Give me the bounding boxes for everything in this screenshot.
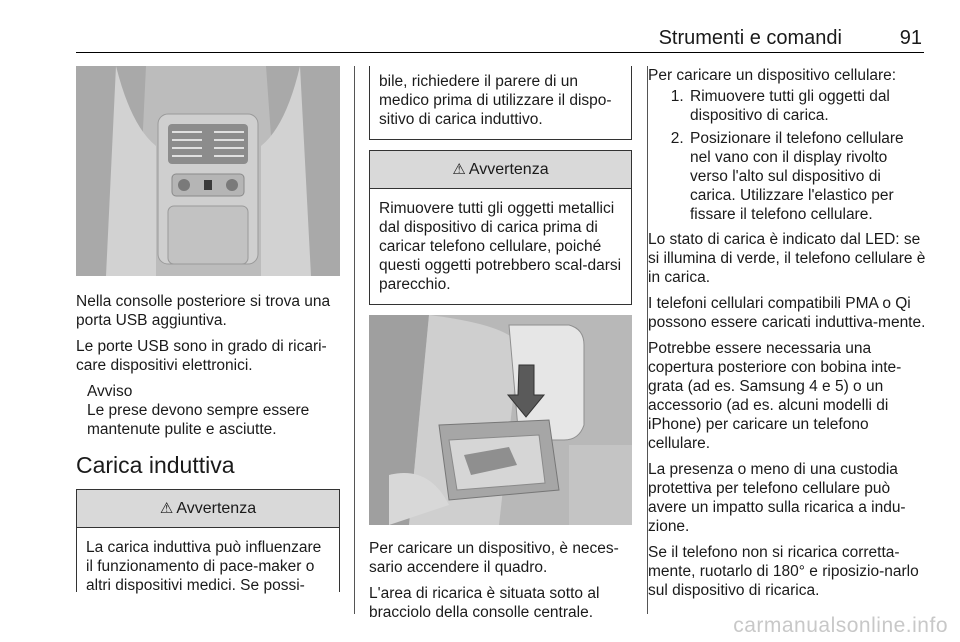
rear-console-illustration [76, 66, 340, 276]
paragraph: Se il telefono non si ricarica corretta-mente, ruotarlo di 180° e riposizio-narlo sul dispositivo di ricarica. [648, 544, 919, 599]
rear-console-usb-photo [76, 66, 340, 276]
warning-header [370, 151, 631, 189]
paragraph: La presenza o meno di una custodia protettiva per telefono cellulare può avere un impatto sulla ricarica a indu-zione. [648, 461, 906, 535]
steps-list [648, 87, 928, 224]
section-title: Strumenti e comandi [658, 27, 842, 49]
list-item: 1. Rimuovere tutti gli oggetti dal dispositivo di carica. [688, 87, 928, 125]
paragraph: L'area di ricarica è situata sotto al bracciolo della consolle centrale. [369, 585, 600, 621]
column-1 [76, 66, 340, 592]
warning-title: Avvertenza [176, 500, 257, 517]
paragraph: Per caricare un dispositivo cellulare: [648, 67, 897, 84]
column-3 [648, 66, 928, 607]
list-item: 2. Posizionare il telefono cellulare nel vano con il display rivolto verso l'alto sul dispositivo di carica. Utilizzare l'elastico per fissare il telefono cellulare. [688, 129, 928, 224]
warning-box [76, 489, 340, 592]
paragraph: I telefoni cellulari compatibili PMA o Qi possono essere caricati induttiva-mente. [648, 295, 926, 331]
section-heading: Carica induttiva [76, 452, 235, 478]
paragraph: Le porte USB sono in grado di ricari-care dispositivi elettronici. [76, 338, 327, 374]
inductive-charging-photo [369, 315, 632, 525]
page-header [76, 18, 924, 53]
warning-text: Rimuovere tutti gli oggetti metallici dal dispositivo di carica prima di caricar telefono cellulare, poiché questi oggetti potrebbero scal-darsi parecchio. [379, 200, 622, 293]
warning-title: Avvertenza [468, 161, 549, 178]
column-divider-1 [354, 66, 355, 614]
note-text: Le prese devono sempre essere mantenute pulite e asciutte. [87, 402, 310, 438]
warning-box-continued [369, 66, 632, 140]
note-title: Avviso [87, 383, 133, 400]
paragraph: Potrebbe essere necessaria una copertura posteriore con bobina inte-grata (ad es. Samsung 4 e 5) o un accessorio (ad es. alcuni modelli di iPhone) per caricare un telefono cellulare. [648, 340, 902, 452]
warning-text: bile, richiedere il parere di un medico prima di utilizzare il dispo-sitivo di carica induttivo. [379, 73, 612, 128]
page-number: 91 [899, 27, 922, 49]
warning-header [77, 490, 339, 528]
warning-box [369, 150, 632, 305]
warning-text: La carica induttiva può influenzare il funzionamento di pace-maker o altri dispositivi medici. Se possi- [86, 539, 322, 594]
paragraph: Nella consolle posteriore si trova una porta USB aggiuntiva. [76, 293, 331, 329]
column-2 [369, 66, 632, 629]
paragraph: Lo stato di carica è indicato dal LED: se si illumina di verde, il telefono cellulare è in carica. [648, 231, 926, 286]
paragraph: Per caricare un dispositivo, è neces-sario accendere il quadro. [369, 540, 619, 576]
armrest-charging-illustration [369, 315, 632, 525]
warning-triangle-icon: ⚠ [452, 161, 466, 178]
warning-triangle-icon: ⚠ [159, 500, 174, 517]
watermark: carmanualsonline.info [733, 614, 948, 637]
